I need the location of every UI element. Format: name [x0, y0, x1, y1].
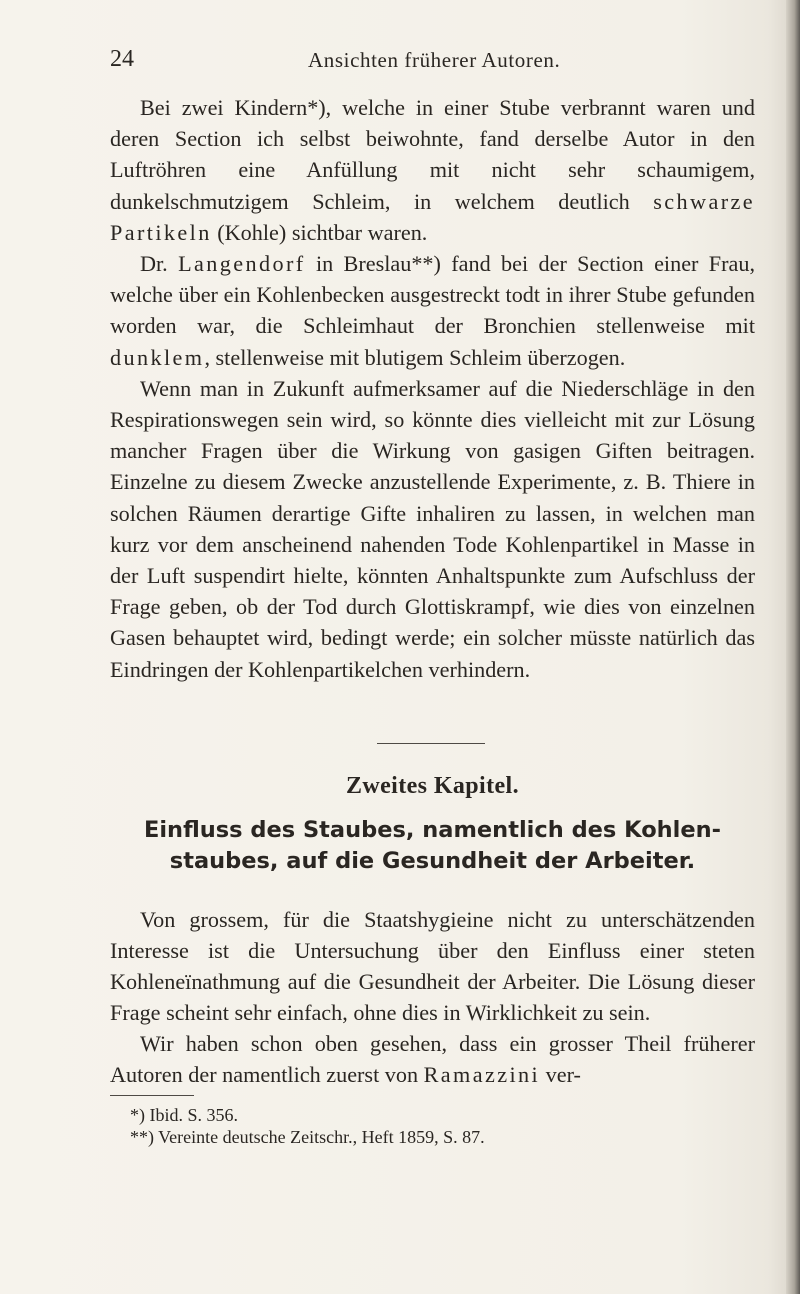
text-segment: , stellenweise mit blutigem Schleim überzogen.	[204, 344, 626, 370]
text-segment: Wenn man in Zukunft aufmerksamer auf die Niederschläge in den Respirationswegen sein wird, so könnte dies vielleicht mit zur Lösung mancher Fragen über die Wirkung von gasigen Giften beitragen. Einzelne zu diesem Zwecke anzustellende Experimente, z. B. Thiere in solchen Räumen derartige Gifte inhaliren zu lassen, in welchen man kurz vor dem anscheinend nahenden Tode Kohlenpartikel in Masse in der Luft suspendirt hielte, könnten Anhaltspunkte zum Aufschluss der Frage geben, ob der Tod durch Glottiskrampf, wie dies von einzelnen Gasen behauptet wird, bedingt werde; ein solcher müsste natürlich das Eindringen der Kohlenpartikelchen verhindern.	[110, 375, 755, 682]
text-segment: Bei zwei Kindern*), welche in einer Stube verbrannt waren und deren Section ich selbst beiwohnte, fand derselbe Autor in den Luftröhren eine Anfüllung mit nicht sehr schaumigem, dunkelschmutzigem Schleim, in welchem deutlich	[110, 95, 755, 214]
footnotes	[130, 1104, 750, 1148]
page-edge-shadow	[786, 0, 800, 1294]
footnote: **) Vereinte deutsche Zeitschr., Heft 1859, S. 87.	[130, 1127, 485, 1147]
emphasis-spaced: Langendorf	[178, 251, 306, 277]
text-segment: Von grossem, für die Staatshygieine nicht zu unterschätzenden Interesse ist die Untersuchung über den Einfluss einer steten Kohleneïnathmung auf die Gesundheit der Arbeiter. Die Lösung dieser Frage scheint sehr einfach, ohne dies in Wirklichkeit zu sein.	[110, 907, 755, 1025]
emphasis-spaced: Ramazzini	[423, 1062, 541, 1087]
footnote-rule	[110, 1095, 194, 1096]
chapter-title-line: Einfluss des Staubes, namentlich des Kohlen-	[143, 817, 722, 843]
chapter-title-line: staubes, auf die Gesundheit der Arbeiter.	[169, 848, 696, 874]
emphasis-spaced: schwarze Partikeln	[110, 188, 755, 245]
page-header	[110, 44, 760, 76]
text-segment: (Kohle) sichtbar waren.	[211, 219, 428, 245]
page-number: 24	[110, 46, 134, 72]
body-text	[110, 92, 755, 685]
text-segment: Dr.	[140, 251, 179, 277]
section-divider	[377, 743, 485, 744]
footnote: *) Ibid. S. 356.	[130, 1105, 238, 1125]
chapter-title	[110, 815, 755, 877]
paragraph	[110, 1028, 755, 1090]
paragraph	[110, 248, 755, 373]
paragraph	[110, 373, 755, 685]
text-segment: in Breslau**) fand bei der Section einer Frau, welche über ein Kohlenbecken ausgestreckt todt in ihrer Stube gefunden worden war, die Schleimhaut der Bronchien stellenweise mit	[110, 251, 755, 339]
paragraph	[110, 904, 755, 1028]
running-head: Ansichten früherer Autoren.	[308, 48, 561, 72]
body-text-chapter	[110, 904, 755, 1090]
paragraph	[110, 92, 755, 248]
text-segment: Wir haben schon oben gesehen, dass ein grosser Theil früherer Autoren der namentlich zuerst von	[110, 1031, 755, 1087]
emphasis-spaced: dunklem	[110, 344, 205, 370]
text-segment: ver-	[540, 1062, 581, 1087]
chapter-heading: Zweites Kapitel.	[345, 773, 520, 799]
